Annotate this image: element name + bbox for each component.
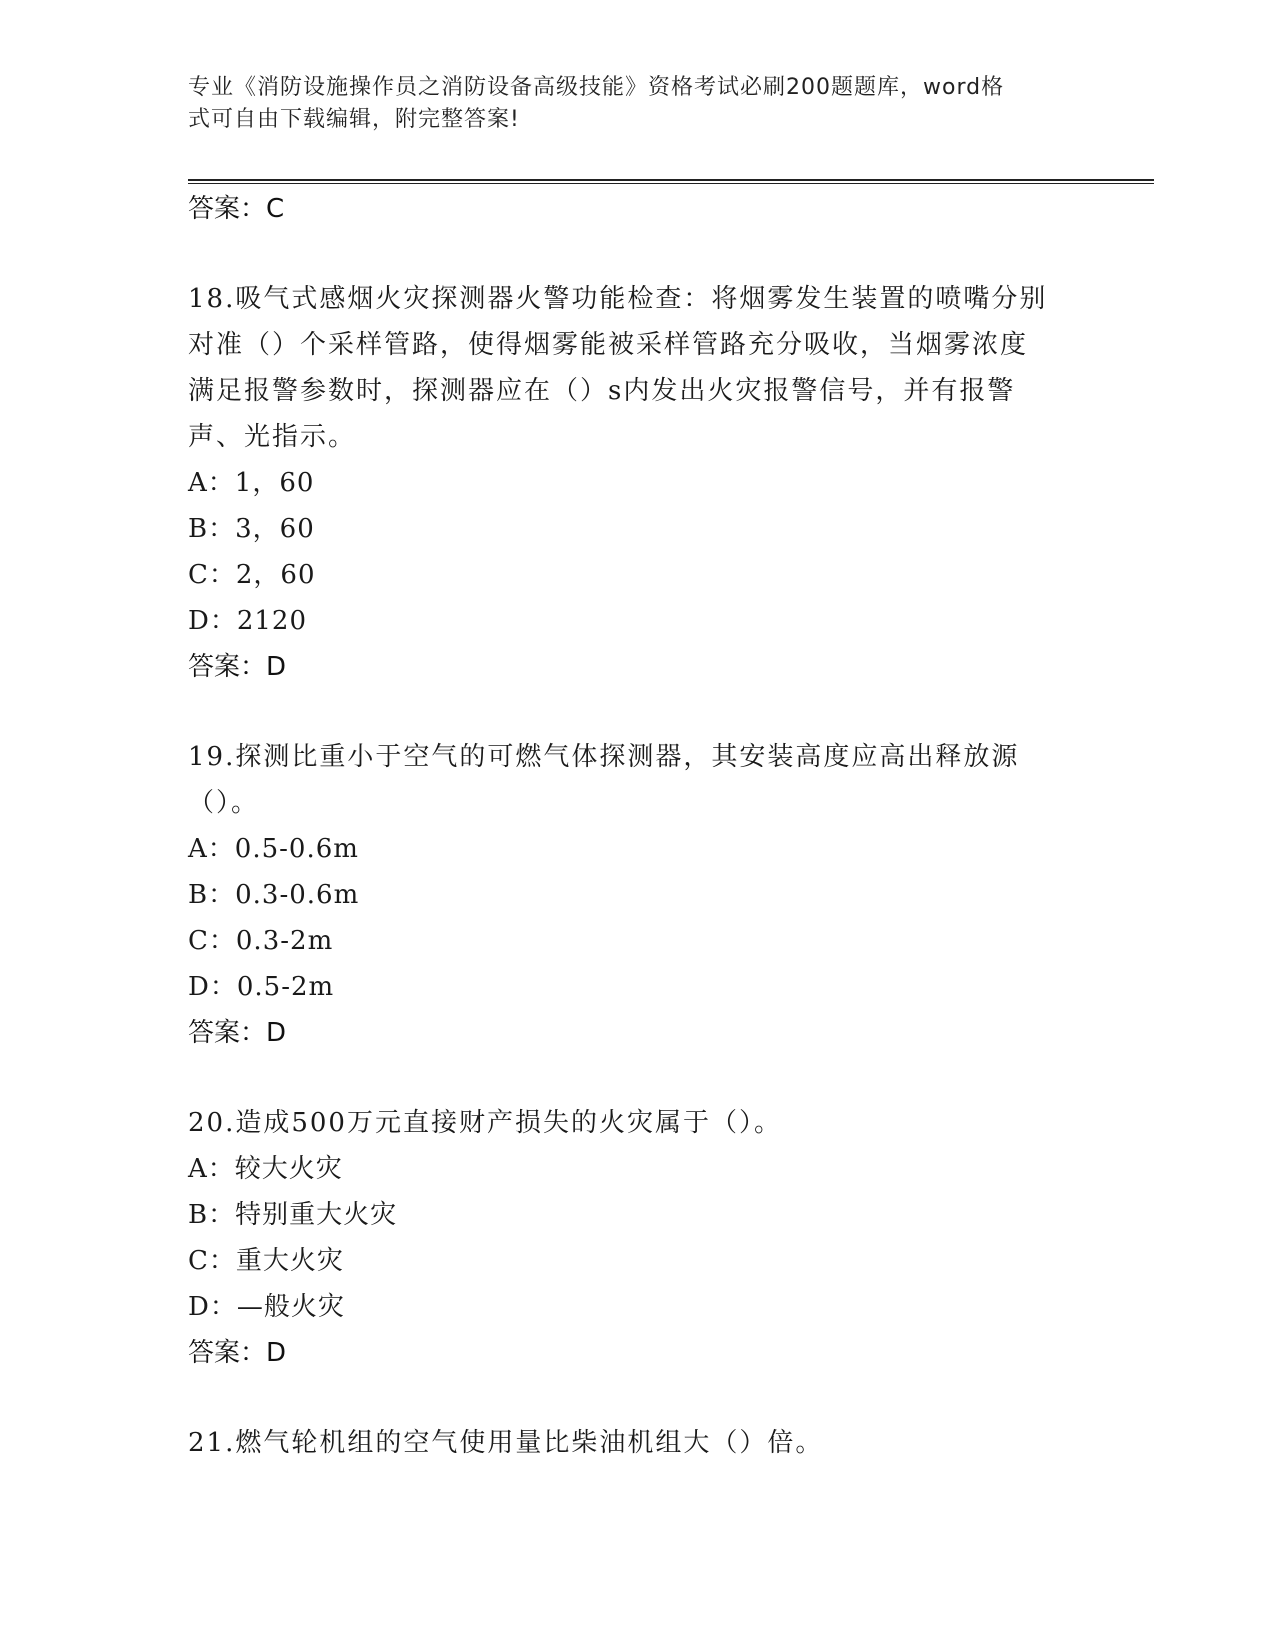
option-d: D：0.5-2m [188,972,335,1002]
option-a: A：较大火灾 [188,1154,343,1184]
question-text: 20.造成500万元直接财产损失的火灾属于（）。 [188,1108,782,1138]
option-b: B：3，60 [188,514,315,544]
answer-line: 答案：C [188,194,285,224]
option-d: D：—般火灾 [188,1292,345,1322]
option-c: C：重大火灾 [188,1246,344,1276]
option-b: B：0.3-0.6m [188,880,360,910]
question-text: 19.探测比重小于空气的可燃气体探测器，其安装高度应高出释放源（）。 [188,742,1020,818]
header-line-2: 式可自由下载编辑，附完整答案! [188,107,520,132]
question-block-21 [188,1420,1088,1466]
spacer [188,232,1088,276]
question-block-18 [188,276,1088,690]
question-text: 18.吸气式感烟火灾探测器火警功能检查：将烟雾发生装置的喷嘴分别对准（）个采样管路，使得烟雾能被采样管路充分吸收，当烟雾浓度满足报警参数时，探测器应在（）s内发出火灾报警信号，并有报警声、光指示。 [188,284,1048,452]
spacer [188,690,1088,734]
header-divider-thin [188,183,1154,184]
option-a: A：0.5-0.6m [188,834,359,864]
option-d: D：2120 [188,606,308,636]
question-block-19 [188,734,1088,1056]
spacer [188,1376,1088,1420]
question-text: 21.燃气轮机组的空气使用量比柴油机组大（）倍。 [188,1428,824,1458]
page-header [188,72,1088,136]
header-line-1: 专业《消防设施操作员之消防设备高级技能》资格考试必刷200题题库，word格 [188,75,1005,100]
option-b: B：特别重大火灾 [188,1200,398,1230]
answer-line: 答案：D [188,652,287,682]
answer-line: 答案：D [188,1018,287,1048]
option-a: A：1，60 [188,468,315,498]
option-c: C：0.3-2m [188,926,334,956]
header-divider-thick [188,179,1154,181]
question-block-20 [188,1100,1088,1376]
document-body [188,186,1088,1466]
option-c: C：2，60 [188,560,316,590]
spacer [188,1056,1088,1100]
answer-line: 答案：D [188,1338,287,1368]
